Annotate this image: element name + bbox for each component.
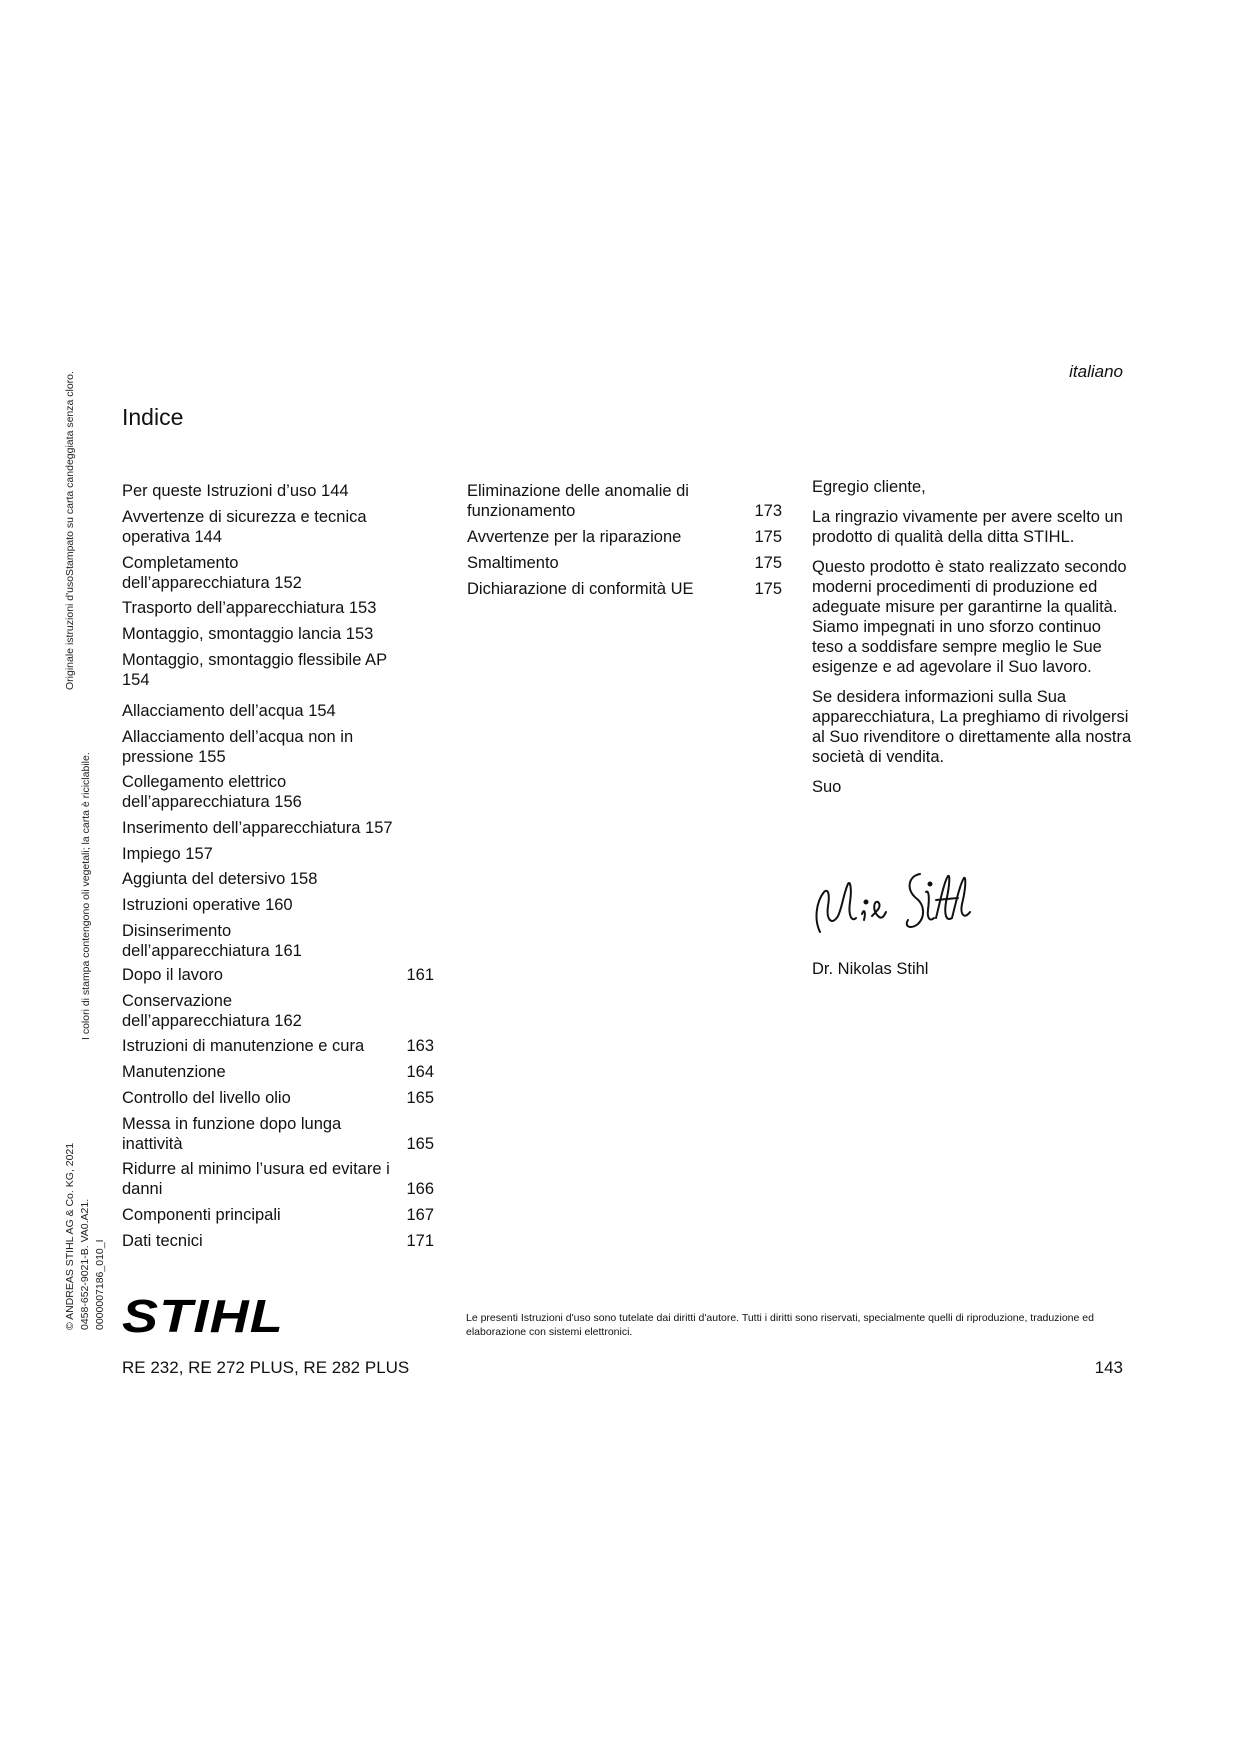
toc-entry[interactable] bbox=[122, 991, 352, 1031]
page-number: 143 bbox=[1094, 1358, 1123, 1377]
toc-entry[interactable] bbox=[122, 1088, 434, 1108]
toc-entry-page: 164 bbox=[406, 1063, 434, 1081]
toc-entry-title: Messa in funzione dopo lunga inattività bbox=[122, 1115, 342, 1153]
toc-entry-title: Per queste Istruzioni d’uso 144 bbox=[122, 482, 349, 500]
toc-entry[interactable] bbox=[122, 772, 352, 812]
toc-entry[interactable] bbox=[122, 507, 412, 547]
side-note-document-code: 0458-652-9021-B. VA0.A21. bbox=[79, 1198, 91, 1330]
toc-entry[interactable] bbox=[122, 1036, 434, 1056]
toc-entry-title: Conservazione dell’apparecchiatura 162 bbox=[122, 992, 302, 1030]
toc-entry-title: Completamento dell’apparecchiatura 152 bbox=[122, 554, 302, 592]
toc-entry-page: 171 bbox=[406, 1232, 434, 1250]
toc-entry-title: Eliminazione delle anomalie di funzionamento bbox=[467, 482, 689, 520]
side-note-copyright: © ANDREAS STIHL AG & Co. KG, 2021 bbox=[64, 1142, 76, 1330]
stihl-logo-mark bbox=[120, 1294, 290, 1338]
toc-entry-title: Montaggio, smontaggio flessibile AP 154 bbox=[122, 651, 387, 689]
signer-name: Dr. Nikolas Stihl bbox=[812, 960, 929, 978]
toc-entry-page: 165 bbox=[406, 1135, 434, 1153]
toc-entry-title: Smaltimento bbox=[467, 554, 559, 572]
toc-entry-title: Inserimento dell’apparecchiatura 157 bbox=[122, 819, 393, 837]
toc-entry[interactable] bbox=[467, 527, 782, 547]
toc-entry-title: Ridurre al minimo l’usura ed evitare i danni bbox=[122, 1160, 390, 1198]
toc-entry[interactable] bbox=[122, 1062, 434, 1082]
intro-letter bbox=[812, 477, 1132, 807]
toc-entry-page: 173 bbox=[754, 502, 782, 520]
signature-image bbox=[808, 862, 978, 944]
logo-text: STIHL bbox=[122, 1294, 284, 1338]
toc-entry-title: Impiego 157 bbox=[122, 845, 213, 863]
toc-entry[interactable] bbox=[122, 598, 434, 618]
intro-paragraph: La ringrazio vivamente per avere scelto un prodotto di qualità della ditta STIHL. bbox=[812, 508, 1123, 546]
toc-entry[interactable] bbox=[122, 895, 434, 915]
toc-entry[interactable] bbox=[122, 727, 392, 767]
toc-entry-title: Trasporto dell’apparecchiatura 153 bbox=[122, 599, 377, 617]
toc-entry[interactable] bbox=[122, 553, 352, 593]
toc-entry[interactable] bbox=[122, 1231, 434, 1251]
toc-entry-title: Allacciamento dell’acqua non in pressione 155 bbox=[122, 728, 354, 766]
toc-entry-page: 166 bbox=[406, 1180, 434, 1198]
toc-entry[interactable] bbox=[122, 624, 434, 644]
toc-entry-title: Componenti principali bbox=[122, 1206, 281, 1224]
language-label: italiano bbox=[1069, 362, 1123, 381]
toc-entry[interactable] bbox=[122, 481, 434, 501]
toc-entry-title: Collegamento elettrico dell’apparecchiatura 156 bbox=[122, 773, 302, 811]
toc-entry-page: 175 bbox=[754, 580, 782, 598]
toc-entry-title: Avvertenze per la riparazione bbox=[467, 528, 682, 546]
toc-entry[interactable] bbox=[122, 1159, 434, 1199]
toc-entry-title: Manutenzione bbox=[122, 1063, 226, 1081]
toc-entry-title: Istruzioni operative 160 bbox=[122, 896, 293, 914]
side-note-file-id: 0000007186_010_I bbox=[94, 1239, 106, 1330]
toc-entry-title: Controllo del livello olio bbox=[122, 1089, 291, 1107]
side-note-ink-info: I colori di stampa contengono oli vegetali; la carta è riciclabile. bbox=[80, 752, 92, 1040]
toc-entry[interactable] bbox=[122, 921, 352, 961]
toc-entry-title: Dopo il lavoro bbox=[122, 966, 223, 984]
toc-entry-page: 163 bbox=[406, 1037, 434, 1055]
side-note-print-info: Originale istruzioni d'usoStampato su carta candeggiata senza cloro. bbox=[64, 371, 76, 690]
toc-entry[interactable] bbox=[122, 701, 434, 721]
toc-entry-page: 161 bbox=[406, 966, 434, 984]
toc-entry[interactable] bbox=[122, 869, 434, 889]
intro-paragraph: Questo prodotto è stato realizzato secondo moderni procedimenti di produzione ed adeguate misure per garantirne la qualità. Siamo impegnati in uno sforzo continuo teso a soddisfare sempre meglio le Sue esigenze e ad agevolare il Suo lavoro. bbox=[812, 558, 1127, 676]
toc-entry-title: Dichiarazione di conformità UE bbox=[467, 580, 694, 598]
toc-entry-title: Aggiunta del detersivo 158 bbox=[122, 870, 318, 888]
toc-entry-title: Dati tecnici bbox=[122, 1232, 203, 1250]
intro-paragraph: Se desidera informazioni sulla Sua apparecchiatura, La preghiamo di rivolgersi al Suo rivenditore o direttamente alla nostra società di vendita. bbox=[812, 688, 1132, 766]
toc-entry[interactable] bbox=[467, 579, 782, 599]
toc-entry-title: Istruzioni di manutenzione e cura bbox=[122, 1037, 365, 1055]
toc-entry-title: Disinserimento dell’apparecchiatura 161 bbox=[122, 922, 302, 960]
toc-entry[interactable] bbox=[467, 481, 782, 521]
toc-entry[interactable] bbox=[122, 1205, 434, 1225]
toc-entry-page: 165 bbox=[406, 1089, 434, 1107]
toc-entry[interactable] bbox=[122, 844, 434, 864]
toc-entry[interactable] bbox=[122, 965, 434, 985]
closing: Suo bbox=[812, 778, 842, 796]
toc-entry[interactable] bbox=[122, 818, 434, 838]
greeting: Egregio cliente, bbox=[812, 478, 926, 496]
toc-entry-title: Allacciamento dell’acqua 154 bbox=[122, 702, 336, 720]
page-title: Indice bbox=[122, 404, 184, 430]
toc-entry-page: 175 bbox=[754, 554, 782, 572]
toc-entry[interactable] bbox=[467, 553, 782, 573]
toc-entry-title: Avvertenze di sicurezza e tecnica operativa 144 bbox=[122, 508, 367, 546]
stihl-logo bbox=[120, 1294, 290, 1343]
toc-entry-page: 167 bbox=[406, 1206, 434, 1224]
model-names: RE 232, RE 272 PLUS, RE 282 PLUS bbox=[122, 1358, 410, 1377]
toc-entry[interactable] bbox=[122, 650, 392, 690]
toc-entry-page: 175 bbox=[754, 528, 782, 546]
copyright-notice: Le presenti Istruzioni d'uso sono tutelate dai diritti d'autore. Tutti i diritti sono riservati, specialmente quelli di riproduzione, traduzione ed elaborazione con sistemi elettronici. bbox=[466, 1312, 1094, 1338]
toc-entry[interactable] bbox=[122, 1114, 434, 1154]
toc-entry-title: Montaggio, smontaggio lancia 153 bbox=[122, 625, 374, 643]
